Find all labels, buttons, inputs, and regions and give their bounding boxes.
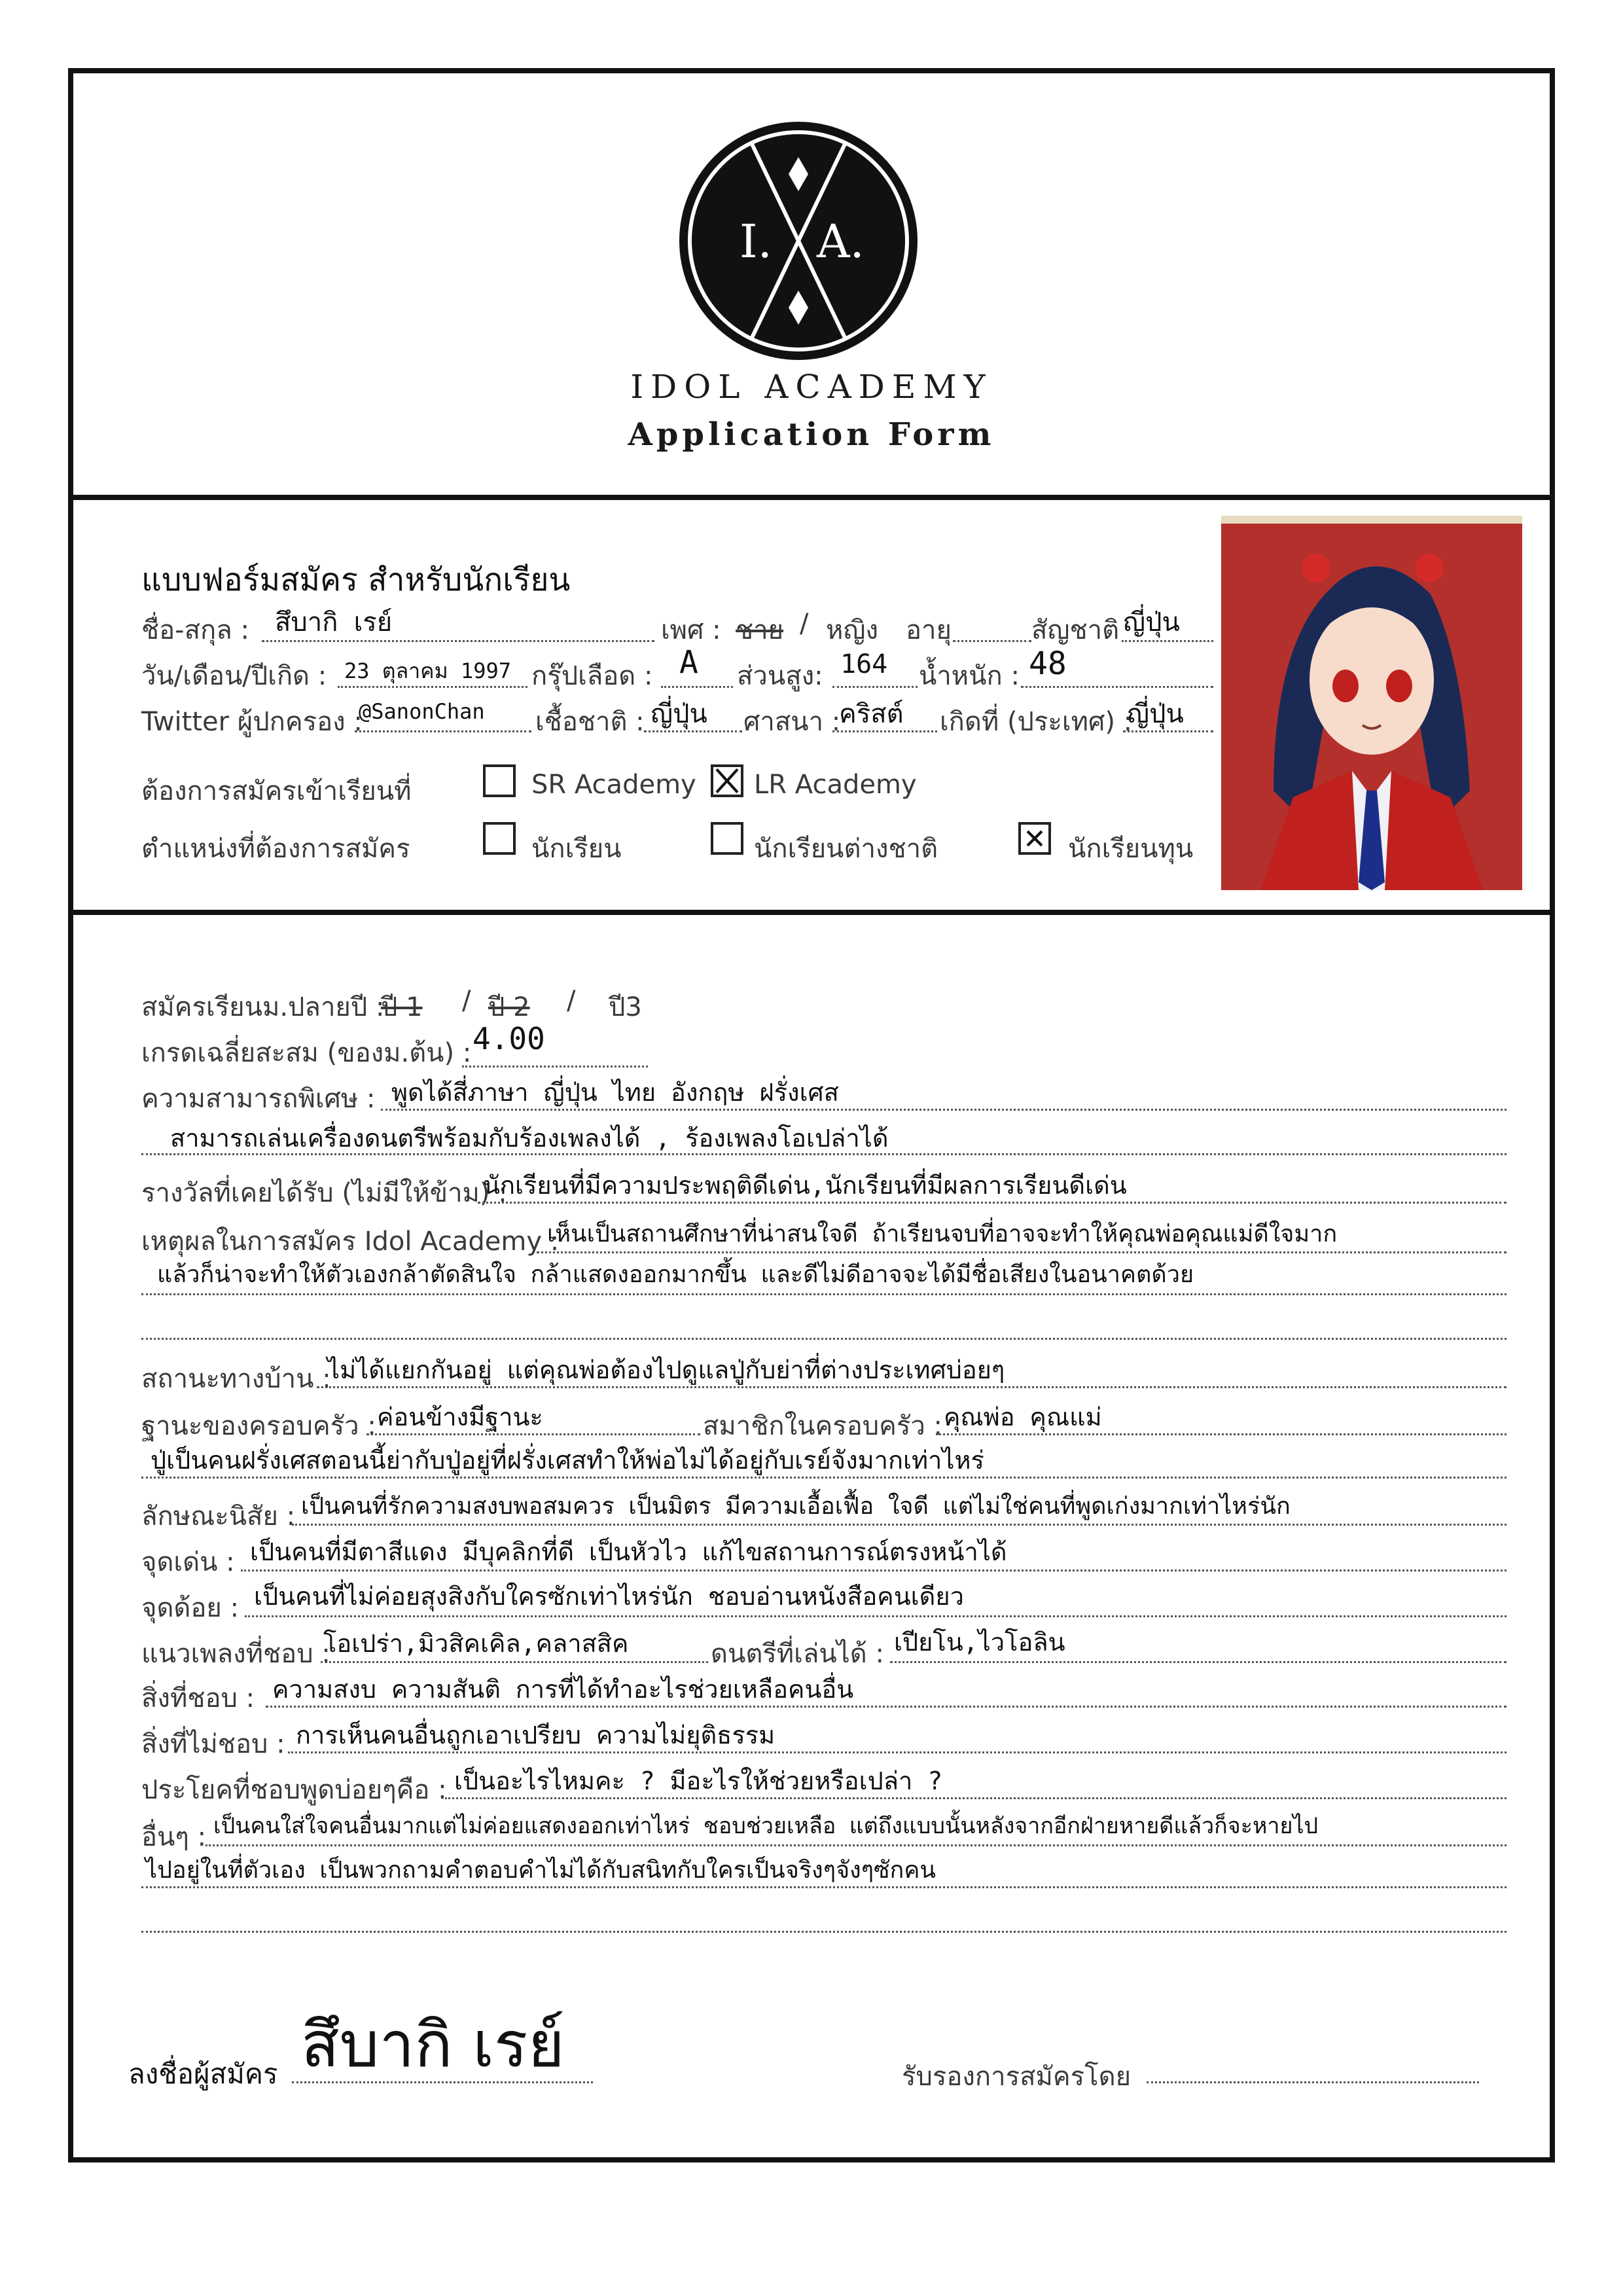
twitter-line — [355, 730, 531, 732]
check-mark-icon — [1021, 825, 1048, 852]
blood-label: กรุ๊ปเลือด : — [531, 661, 653, 691]
year-separator-1: / — [462, 986, 471, 1016]
dislikes-label: สิ่งที่ไม่ชอบ : — [141, 1729, 285, 1759]
other-line-3 — [141, 1931, 1507, 1933]
weakness-value[interactable]: เป็นคนที่ไม่ค่อยสุงสิงกับใครซักเท่าไหร่นัก ชอบอ่านหนังสือคนเดียว — [254, 1582, 964, 1611]
header-divider — [68, 495, 1555, 500]
award-label: รางวัลที่เคยได้รับ (ไม่มีให้ข้าม) : — [141, 1178, 507, 1208]
lr-academy-label: LR Academy — [754, 770, 917, 800]
blood-value[interactable]: A — [679, 644, 698, 681]
academy-logo — [674, 117, 923, 365]
likes-label: สิ่งที่ชอบ : — [141, 1683, 255, 1713]
form-name: Application Form — [628, 416, 995, 453]
music-label: แนวเพลงที่ชอบ : — [141, 1639, 330, 1669]
dob-label: วัน/เดือน/ปีเกิด : — [141, 661, 327, 691]
gpa-label: เกรดเฉลี่ยสะสม (ของม.ต้น) : — [141, 1038, 472, 1068]
reason-value-line2[interactable]: แล้วก็น่าจะทำให้ตัวเองกล้าตัดสินใจ กล้าแสดงออกมากขึ้น และดีไม่ดีอาจจะได้มีชื่อเสียงในอนาคตด้วย — [157, 1261, 1194, 1288]
dob-value[interactable]: 23 ตุลาคม 1997 — [344, 658, 511, 683]
position-foreign-student-label: นักเรียนต่างชาติ — [754, 834, 938, 864]
sr-academy-checkbox[interactable] — [483, 764, 516, 797]
birthplace-label: เกิดที่ (ประเทศ) : — [940, 707, 1133, 737]
weight-label: น้ำหนัก : — [919, 661, 1020, 691]
position-foreign-student-checkbox[interactable] — [711, 822, 743, 855]
blood-line — [661, 686, 733, 688]
other-label: อื่นๆ : — [141, 1822, 207, 1852]
nationality-label: สัญชาติ — [1031, 615, 1120, 645]
section-divider — [68, 910, 1555, 915]
reason-value-line1[interactable]: เห็นเป็นสถานศึกษาที่น่าสนใจดี ถ้าเรียนจบที่อาจจะทำให้คุณพ่อคุณแม่ดีใจมาก — [547, 1221, 1338, 1247]
signature-label: ลงชื่อผู้สมัคร — [128, 2058, 278, 2090]
logo-letter-a: A. — [817, 215, 865, 268]
gpa-value[interactable]: 4.00 — [473, 1021, 545, 1056]
check-mark-icon — [713, 767, 741, 795]
year-2-option[interactable]: ปี 2 — [488, 992, 530, 1022]
religion-label: ศาสนา : — [743, 707, 841, 737]
music-value[interactable]: โอเปร่า,มิวสิคเคิล,คลาสสิค — [323, 1629, 629, 1658]
personality-value[interactable]: เป็นคนที่รักความสงบพอสมควร เป็นมิตร มีความเอื้อเฟื้อ ใจดี แต่ไม่ใช่คนที่พูดเก่งมากเท่าไหร่นัก — [301, 1493, 1291, 1520]
family-status-value[interactable]: ค่อนข้างมีฐานะ — [377, 1403, 543, 1431]
applicant-signature[interactable]: สึบากิ เรย์ — [301, 2008, 565, 2081]
height-label: ส่วนสูง: — [737, 661, 823, 691]
name-value[interactable]: สึบากิ เรย์ — [275, 607, 393, 637]
lr-academy-checkbox[interactable] — [711, 764, 743, 797]
religion-value[interactable]: คริสต์ — [839, 699, 904, 729]
personality-label: ลักษณะนิสัย : — [141, 1501, 296, 1532]
strength-label: จุดเด่น : — [141, 1547, 235, 1577]
race-value[interactable]: ญี่ปุ่น — [651, 699, 707, 729]
reason-line-3 — [141, 1338, 1507, 1340]
position-student-label: นักเรียน — [531, 834, 622, 864]
name-label: ชื่อ-สกุล : — [141, 615, 249, 645]
position-scholarship-checkbox[interactable] — [1018, 822, 1051, 855]
reason-label: เหตุผลในการสมัคร Idol Academy : — [141, 1227, 560, 1257]
nationality-value[interactable]: ญี่ปุ่น — [1123, 607, 1180, 637]
instrument-value[interactable]: เปียโน,ไวโอลิน — [894, 1628, 1065, 1657]
gpa-line — [462, 1066, 648, 1067]
talent-value-line1[interactable]: พูดได้สี่ภาษา ญี่ปุ่น ไทย อังกฤษ ฝรั่งเศส — [391, 1078, 839, 1107]
race-label: เชื้อชาติ : — [535, 707, 645, 737]
academy-label: ต้องการสมัครเข้าเรียนที่ — [141, 776, 412, 806]
year-3-option[interactable]: ปี3 — [609, 992, 642, 1022]
members-value-line2[interactable]: ปู่เป็นคนฝรั่งเศสตอนนี้ย่ากับปู่อยู่ที่ฝรั่งเศสทำให้พ่อไม่ได้อยู่กับเรย์จังมากเท่าไหร่ — [151, 1446, 984, 1475]
year-separator-2: / — [567, 986, 576, 1016]
sex-female-option[interactable]: หญิง — [826, 615, 878, 645]
dislikes-value[interactable]: การเห็นคนอื่นถูกเอาเปรียบ ความไม่ยุติธรรม — [296, 1721, 776, 1749]
position-scholarship-label: นักเรียนทุน — [1068, 834, 1194, 864]
height-value[interactable]: 164 — [840, 649, 888, 679]
home-label: สถานะทางบ้าน : — [141, 1364, 331, 1394]
phrase-label: ประโยคที่ชอบพูดบ่อยๆคือ : — [141, 1775, 447, 1805]
logo-letter-i: I. — [740, 215, 772, 268]
position-student-checkbox[interactable] — [483, 822, 516, 855]
members-value[interactable]: คุณพ่อ คุณแม่ — [944, 1403, 1102, 1431]
twitter-label: Twitter ผู้ปกครอง : — [141, 707, 363, 737]
other-value-line2[interactable]: ไปอยู่ในที่ตัวเอง เป็นพวกถามคำตอบคำไม่ได้กับสนิทกับใครเป็นจริงๆจังๆซักคน — [145, 1857, 936, 1884]
year-label: สมัครเรียนม.ปลายปี : — [141, 992, 385, 1022]
talent-label: ความสามารถพิเศษ : — [141, 1084, 376, 1114]
approved-line[interactable] — [1147, 2081, 1479, 2083]
weight-value[interactable]: 48 — [1029, 645, 1067, 682]
birthplace-value[interactable]: ญี่ปุ่น — [1127, 699, 1184, 729]
sex-label: เพศ : — [661, 615, 721, 645]
sr-academy-label: SR Academy — [531, 770, 696, 800]
members-label: สมาชิกในครอบครัว : — [703, 1411, 943, 1441]
approved-label: รับรองการสมัครโดย — [902, 2062, 1131, 2092]
reason-line-2 — [141, 1293, 1507, 1295]
age-label: อายุ — [906, 615, 952, 645]
phrase-value[interactable]: เป็นอะไรไหมคะ ? มีอะไรให้ช่วยหรือเปล่า ? — [454, 1767, 943, 1795]
strength-value[interactable]: เป็นคนที่มีตาสีแดง มีบุคลิกที่ดี เป็นหัวไว แก้ไขสถานการณ์ตรงหน้าได้ — [250, 1537, 1007, 1566]
applicant-photo — [1221, 516, 1522, 890]
award-value[interactable]: นักเรียนที่มีความประพฤติดีเด่น,นักเรียนที่มีผลการเรียนดีเด่น — [483, 1171, 1127, 1200]
likes-value[interactable]: ความสงบ ความสันติ การที่ได้ทำอะไรช่วยเหลือคนอื่น — [272, 1675, 854, 1704]
age-line — [953, 640, 1031, 642]
form-title: แบบฟอร์มสมัคร สำหรับนักเรียน — [141, 562, 571, 598]
other-value-line1[interactable]: เป็นคนใส่ใจคนอื่นมากแต่ไม่ค่อยแสดงออกเท่าไหร่ ชอบช่วยเหลือ แต่ถึงแบบนั้นหลังจากอีกฝ่ายหายดีแล้วก็จะหายไป — [213, 1813, 1319, 1839]
brand-name: IDOL ACADEMY — [630, 368, 993, 406]
weight-line — [1021, 686, 1213, 688]
sex-male-option[interactable]: ชาย — [736, 615, 784, 645]
position-label: ตำแหน่งที่ต้องการสมัคร — [141, 834, 410, 864]
family-status-label: ฐานะของครอบครัว : — [141, 1411, 376, 1441]
height-line — [832, 686, 918, 688]
instrument-label: ดนตรีที่เล่นได้ : — [711, 1639, 884, 1669]
twitter-value[interactable]: @SanonChan — [359, 699, 485, 724]
home-value[interactable]: ไม่ได้แยกกันอยู่ แต่คุณพ่อต้องไปดูแลปู่กับย่าที่ต่างประเทศบ่อยๆ — [327, 1355, 1005, 1384]
year-1-option[interactable]: ปี 1 — [381, 992, 423, 1022]
weakness-label: จุดด้อย : — [141, 1593, 240, 1623]
talent-value-line2[interactable]: สามารถเล่นเครื่องดนตรีพร้อมกับร้องเพลงได้ , ร้องเพลงโอเปล่าได้ — [170, 1124, 889, 1153]
sex-separator: / — [800, 609, 809, 639]
other-line — [205, 1844, 1507, 1846]
